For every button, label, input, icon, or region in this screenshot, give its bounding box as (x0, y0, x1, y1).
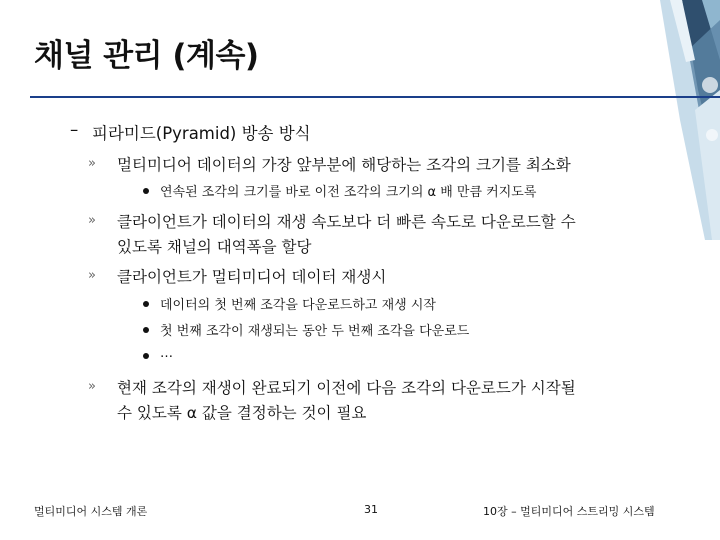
footer-course-title: 멀티미디어 시스템 개론 (34, 505, 148, 518)
chevron-bullet: » (88, 268, 96, 283)
dot-bullet (143, 301, 149, 307)
dot-bullet (143, 188, 149, 194)
item-text: 있도록 채널의 대역폭을 할당 (117, 238, 312, 256)
item-text: 피라미드(Pyramid) 방송 방식 (92, 124, 311, 143)
item-text: 수 있도록 α 값을 결정하는 것이 필요 (117, 404, 367, 422)
item-text: 데이터의 첫 번째 조각을 다운로드하고 재생 시작 (160, 298, 436, 313)
item-text: 클라이언트가 데이터의 재생 속도보다 더 빠른 속도로 다운로드할 수 (117, 213, 576, 231)
item-text: 클라이언트가 멀티미디어 데이터 재생시 (117, 268, 387, 286)
slide-title: 채널 관리 (계속) (34, 38, 259, 74)
item-text: 첫 번째 조각이 재생되는 동안 두 번째 조각을 다운로드 (160, 324, 470, 339)
corner-decoration (620, 0, 720, 240)
chevron-bullet: » (88, 156, 96, 171)
item-text: 현재 조각의 재생이 완료되기 이전에 다음 조각의 다운로드가 시작될 (117, 379, 576, 397)
dot-bullet (143, 327, 149, 333)
title-divider (30, 96, 720, 98)
item-text: … (160, 346, 173, 361)
footer-page-number: 31 (364, 503, 378, 516)
item-text: 멀티미디어 데이터의 가장 앞부분에 해당하는 조각의 크기를 최소화 (117, 156, 571, 174)
chevron-bullet: » (88, 213, 96, 228)
chevron-bullet: » (88, 379, 96, 394)
footer-chapter-title: 10장 – 멀티미디어 스트리밍 시스템 (483, 505, 655, 518)
dash-bullet: – (70, 120, 79, 139)
dot-bullet (143, 353, 149, 359)
item-text: 연속된 조각의 크기를 바로 이전 조각의 크기의 α 배 만큼 커지도록 (160, 185, 537, 200)
